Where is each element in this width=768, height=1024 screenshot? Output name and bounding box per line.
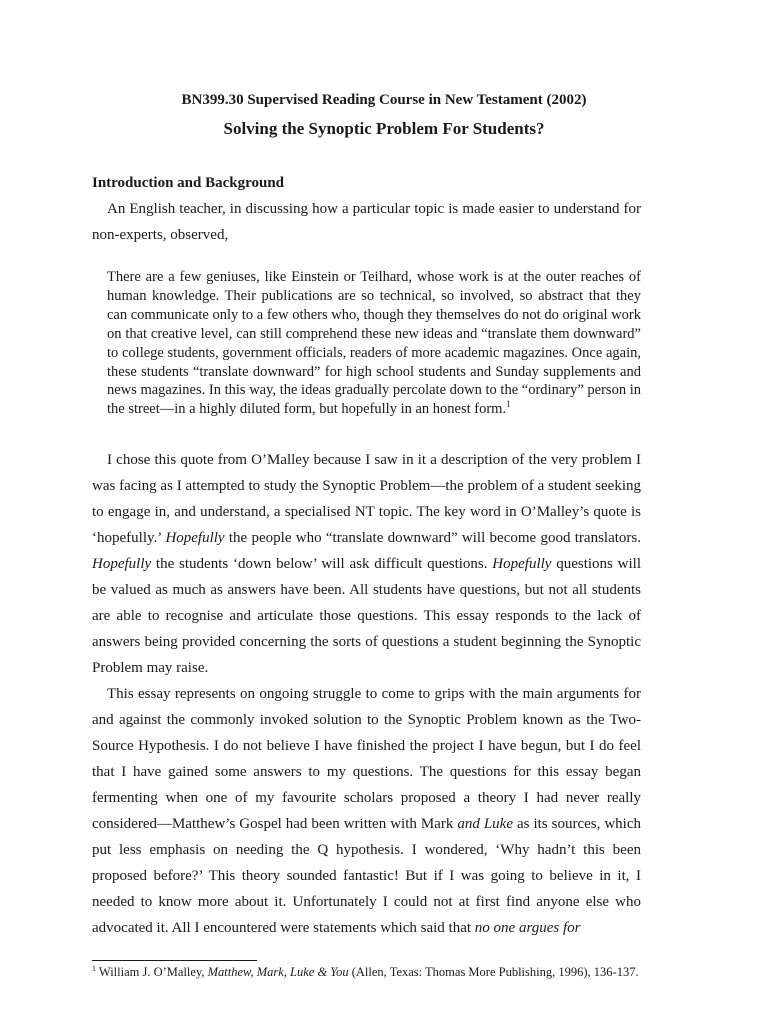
- emphasis-text: Hopefully: [165, 530, 225, 546]
- paragraph-text: questions will be valued as much as answers have been. All students have questions, but not all students are able to recognise and articulate those questions. This essay responds to the lack of answers being provided concerning the sorts of questions a student beginning the Synoptic Problem may raise.: [92, 556, 641, 676]
- paragraph-text: the students ‘down below’ will ask difficult questions.: [151, 556, 493, 572]
- paragraph-text: I chose this quote from O’Malley because I saw in it a description of the very problem I was facing as I attempted to study the Synoptic Problem—the problem of a student seeking to engage in, and understand, a specialised NT topic. The key word in O’Malley’s quote is ‘hopefully.’: [92, 452, 641, 546]
- emphasis-text: and Luke: [457, 816, 513, 832]
- paragraph-text: as its sources, which put less emphasis on needing the Q hypothesis. I wondered, ‘Why hadn’t this been proposed before?’ This theory sounded fantastic! But if I was going to believe in it, I needed to know more about it. Unfortunately I could not at first find anyone else who advocated it. All I encountered were statements which said that: [92, 816, 641, 936]
- paragraph-omalley: [92, 447, 641, 681]
- paragraph-intro: An English teacher, in discussing how a particular topic is made easier to understand for non-experts, observed,: [92, 201, 641, 243]
- quote-text: There are a few geniuses, like Einstein or Teilhard, whose work is at the outer reaches of human knowledge. Their publications are so technical, so involved, so abstract that they can communicate only to a few others who, though they themselves do not do original work on that creative level, can still comprehend these new ideas and “translate them downward” to college students, government officials, readers of more academic magazines. Once again, these students “translate downward” for high school students and Sunday supplements and news magazines. In this way, the ideas gradually percolate down to the “ordinary” person in the street—in a highly diluted form, but hopefully in an honest form.: [107, 269, 641, 418]
- paragraph-text: the people who “translate downward” will become good translators.: [224, 530, 641, 546]
- paragraph-essay: [92, 681, 641, 941]
- footnote: [92, 964, 641, 981]
- section-heading: Introduction and Background: [92, 175, 285, 191]
- document-title: Solving the Synoptic Problem For Students?: [223, 119, 545, 138]
- emphasis-text: no one argues for: [474, 920, 581, 936]
- footnote-book-title: Matthew, Mark, Luke & You: [207, 965, 349, 979]
- footnote-number: 1: [92, 963, 96, 973]
- footnote-divider: [92, 960, 257, 961]
- course-header: BN399.30 Supervised Reading Course in New Testament (2002): [181, 92, 587, 108]
- footnote-reference: 1: [506, 399, 511, 410]
- footnote-author: William J. O’Malley,: [98, 965, 208, 979]
- footnote-publication: (Allen, Texas: Thomas More Publishing, 1996), 136-137.: [348, 965, 639, 979]
- paragraph-text: This essay represents on ongoing struggle to come to grips with the main arguments for and against the commonly invoked solution to the Synoptic Problem known as the Two-Source Hypothesis. I do not believe I have finished the project I have begun, but I do feel that I have gained some answers to my questions. The questions for this essay began fermenting when one of my favourite scholars proposed a theory I had never really considered—Matthew’s Gospel had been written with Mark: [92, 686, 641, 832]
- emphasis-text: Hopefully: [492, 556, 552, 572]
- block-quote: [107, 268, 641, 419]
- emphasis-text: Hopefully: [92, 556, 152, 572]
